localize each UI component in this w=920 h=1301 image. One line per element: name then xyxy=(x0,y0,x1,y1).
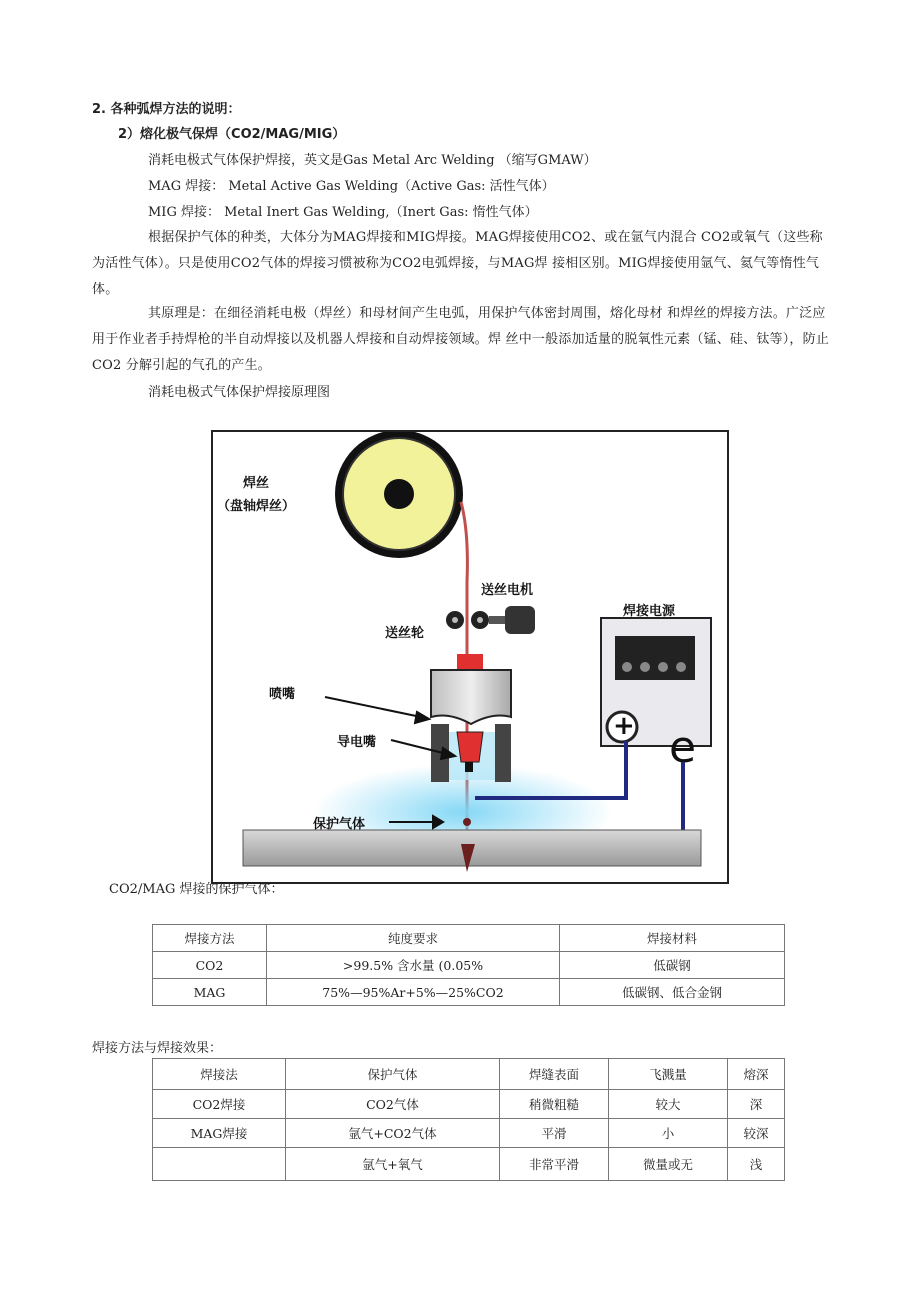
table-header-cell: 纯度要求 xyxy=(267,925,560,952)
table-cell: MAG xyxy=(153,979,267,1006)
table-cell: 75%—95%Ar+5%—25%CO2 xyxy=(267,979,560,1006)
table-header-row xyxy=(153,925,785,952)
table-cell: 稍微粗糙 xyxy=(500,1090,609,1119)
table-cell: 浅 xyxy=(728,1148,785,1181)
section-heading: 2. 各种弧焊方法的说明： xyxy=(92,102,241,117)
table-cell: 低碳钢、低合金钢 xyxy=(560,979,785,1006)
wire-spool-label: （盘轴焊丝） xyxy=(217,499,296,514)
table-row xyxy=(153,979,785,1006)
shielding-gas-table xyxy=(152,924,785,1006)
gmaw-line: 消耗电极式气体保护焊接，英文是Gas Metal Arc Welding （缩写GMAW） xyxy=(148,153,597,168)
wire-label: 焊丝 xyxy=(243,476,270,491)
table-header-cell: 焊缝表面 xyxy=(500,1059,609,1090)
nozzle-arrow xyxy=(325,697,429,723)
table-header-cell: 飞溅量 xyxy=(609,1059,728,1090)
minus-sign: e xyxy=(669,722,697,773)
table-row xyxy=(153,1090,785,1119)
table-cell: 氩气+CO2气体 xyxy=(286,1119,500,1148)
table-cell: 较大 xyxy=(609,1090,728,1119)
table-header-cell: 熔深 xyxy=(728,1059,785,1090)
mag-line: MAG 焊接： Metal Active Gas Welding（Active Gas: 活性气体） xyxy=(148,179,555,194)
table-row xyxy=(153,1119,785,1148)
shield-gas-label: 保护气体 xyxy=(313,817,366,832)
table2-title: 焊接方法与焊接效果： xyxy=(92,1041,223,1056)
table-cell: CO2 xyxy=(153,952,267,979)
table-cell: 氩气+氧气 xyxy=(286,1148,500,1181)
table-header-row xyxy=(153,1059,785,1090)
table-header-cell: 焊接材料 xyxy=(560,925,785,952)
feed-roller-label: 送丝轮 xyxy=(385,626,425,641)
table-cell: 小 xyxy=(609,1119,728,1148)
table-row xyxy=(153,952,785,979)
table-header-cell: 焊接方法 xyxy=(153,925,267,952)
mig-line: MIG 焊接： Metal Inert Gas Welding,（Inert Gas: 惰性气体） xyxy=(148,205,538,220)
table-cell: 非常平滑 xyxy=(500,1148,609,1181)
torch-top xyxy=(457,654,483,670)
contact-tip-label: 导电嘴 xyxy=(337,735,377,750)
table-row xyxy=(153,1148,785,1181)
table-cell: 平滑 xyxy=(500,1119,609,1148)
wire-spool-icon xyxy=(335,432,463,558)
welding-effect-table xyxy=(152,1058,785,1181)
table-cell: 较深 xyxy=(728,1119,785,1148)
subheading: 2）熔化极气保焊（CO2/MAG/MIG） xyxy=(118,127,346,142)
table-cell: 低碳钢 xyxy=(560,952,785,979)
table-header-cell: 焊接法 xyxy=(153,1059,286,1090)
table-cell: >99.5% 含水量 (0.05% xyxy=(267,952,560,979)
table-cell: CO2气体 xyxy=(286,1090,500,1119)
table-cell xyxy=(153,1148,286,1181)
feed-motor-label: 送丝电机 xyxy=(481,583,534,598)
table1-title: CO2/MAG 焊接的保护气体： xyxy=(109,882,284,897)
feed-motor-icon xyxy=(489,606,535,634)
welding-diagram xyxy=(211,430,729,884)
table-cell: 微量或无 xyxy=(609,1148,728,1181)
table-cell: 深 xyxy=(728,1090,785,1119)
nozzle-label: 喷嘴 xyxy=(269,687,296,702)
figure-caption: 消耗电极式气体保护焊接原理图 xyxy=(148,385,331,400)
table-header-cell: 保护气体 xyxy=(286,1059,500,1090)
paragraph-principle: 其原理是：在细径消耗电极（焊丝）和母材间产生电弧，用保护气体密封周围，熔化母材 和焊丝的焊接方法。广泛应用于作业者手持焊枪的半自动焊接以及机器人焊接和自动焊接领域。焊 丝中一般添加适量的脱氧性元素（锰、硅、钛等），防止 CO2 分解引起的气孔的产生。 xyxy=(92,306,830,373)
power-source-label: 焊接电源 xyxy=(623,604,676,619)
table-cell: MAG焊接 xyxy=(153,1119,286,1148)
paragraph-gas-types: 根据保护气体的种类，大体分为MAG焊接和MIG焊接。MAG焊接使用CO2、或在氩气内混合 CO2或氧气（这些称为活性气体）。只是使用CO2气体的焊接习惯被称为CO2电弧焊接，与MAG焊 接相区别。MIG焊接使用氩气、氦气等惰性气体。 xyxy=(92,230,823,297)
plus-sign: + xyxy=(613,711,635,741)
table-cell: CO2焊接 xyxy=(153,1090,286,1119)
